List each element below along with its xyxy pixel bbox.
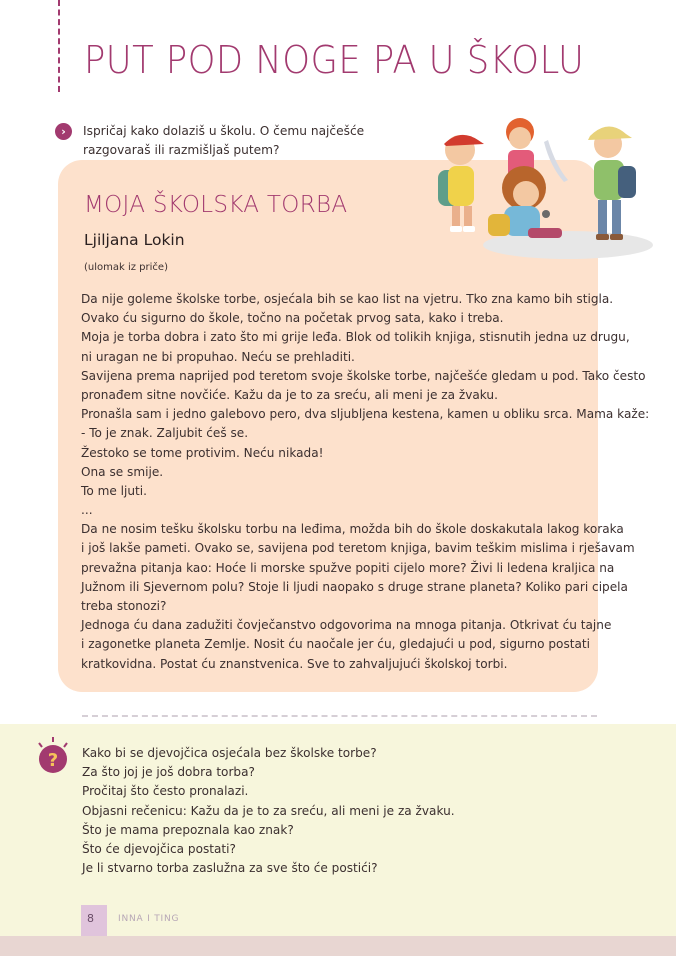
story-line: Da ne nosim tešku školsku torbu na leđima, možda bih do škole doskakutala lakog koraka [81,522,624,537]
story-line: Jednoga ću dana zadužiti čovječanstvo odgovorima na mnoga pitanja. Otkrivat ću tajne [81,618,612,633]
question-item: Što je mama prepoznala kao znak? [82,822,294,837]
story-line: Južnom ili Sjevernom polu? Stoje li ljudi naopako s druge strane planeta? Koliko pari cipela [81,579,628,594]
story-line: i još lakše pameti. Ovako se, savijena pod teretom knjiga, bavim teškim mislima i rješavam [81,541,635,556]
story-line: treba stonozi? [81,599,167,613]
section-label: INNA I TING [118,914,180,924]
question-item: Kako bi se djevojčica osjećala bez školske torbe? [82,746,377,760]
story-line: kratkovidna. Postat ću znanstvenica. Sve to zahvaljujući školskoj torbi. [81,656,508,671]
question-item: Što će djevojčica postati? [82,841,236,856]
story-line: Žestoko se tome protivim. Neću nikada! [81,445,324,460]
story-body [81,290,650,674]
intro-prompt: Ispričaj kako dolaziš u školu. O čemu najčešće razgovaraš ili razmišljaš putem? [83,124,365,157]
title-dash-line [58,0,60,92]
page-title: PUT POD NOGE PA U ŠKOLU [84,38,585,82]
story-line: i zagonetke planeta Zemlje. Nosit ću naočale jer ću, gledajući u pod, sigurno postati [81,637,590,652]
story-title: MOJA ŠKOLSKA TORBA [84,192,348,218]
question-mark-icon [33,735,73,779]
story-line: ni uragan ne bi propuhao. Neću se prehladiti. [81,349,355,364]
section-divider [82,715,597,717]
story-line: ... [81,503,93,518]
story-author: Ljiljana Lokin [84,231,185,249]
story-line: pronađem sitne novčiće. Kažu da je to za sreću, ali meni je za žvaku. [81,387,498,402]
story-line: Savijena prema naprijed pod teretom svoje školske torbe, najčešće gledam u pod. Tako često [81,368,646,383]
story-line: Moja je torba dobra i zato što mi grije leđa. Blok od tolikih knjiga, stisnutih jedna uz drugu, [81,330,630,345]
story-line: Ovako ću sigurno do škole, točno na početak prvog sata, kako i treba. [81,311,504,326]
question-item: Objasni rečenicu: Kažu da je to za sreću, ali meni je za žvaku. [82,803,455,818]
question-item: Za što joj je još dobra torba? [82,765,255,780]
story-line: prevažna pitanja kao: Hoće li morske spužve popiti cijelo more? Živi li ledena kraljica na [81,560,615,575]
page-number: 8 [87,912,94,925]
story-line: Da nije goleme školske torbe, osjećala bih se kao list na vjetru. Tko zna kamo bih stigla. [81,292,614,306]
svg-text:?: ? [47,750,59,771]
question-item: Je li stvarno torba zaslužna za sve što će postići? [82,861,378,876]
story-line: To me ljuti. [81,483,147,498]
children-illustration [418,110,653,260]
story-line: - To je znak. Zaljubit ćeš se. [81,426,249,441]
question-item: Pročitaj što često pronalazi. [82,784,249,799]
story-line: Ona se smije. [81,464,164,479]
story-line: Pronašla sam i jedno galebovo pero, dva sljubljena kestena, kamen u obliku srca. Mama kaže: [81,407,650,422]
story-note: (ulomak iz priče) [84,262,168,273]
questions-list [82,744,582,878]
bottom-strip [0,936,676,956]
chevron-right-icon: › [55,123,72,140]
